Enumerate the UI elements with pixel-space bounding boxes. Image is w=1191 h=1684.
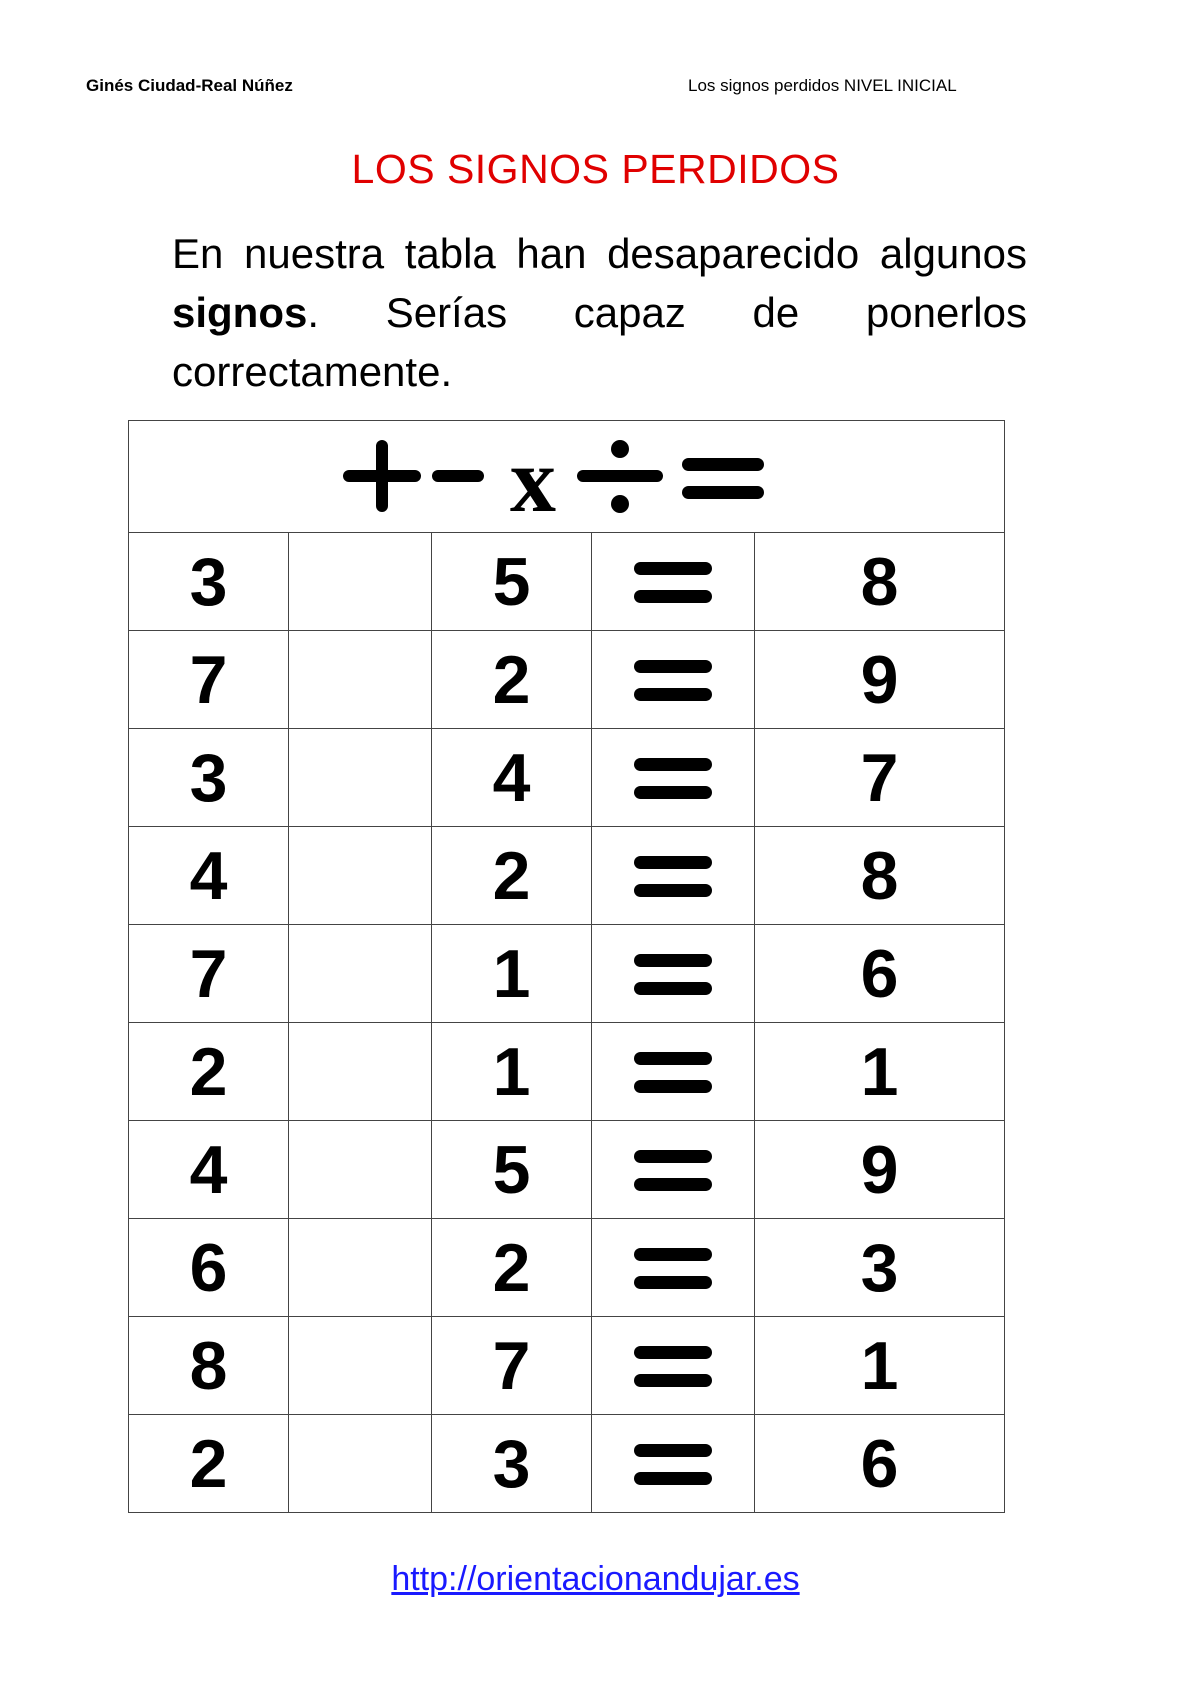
result-number: 1 (755, 1023, 1005, 1121)
plus-icon (343, 440, 421, 512)
first-number: 3 (129, 729, 289, 827)
equals-icon (632, 1140, 714, 1200)
equals-cell (592, 631, 755, 729)
second-number: 5 (432, 1121, 592, 1219)
table-row (129, 925, 1005, 1023)
equals-cell (592, 827, 755, 925)
equals-icon (632, 1336, 714, 1396)
result-number: 1 (755, 1317, 1005, 1415)
instructions-bold-word: signos (172, 289, 308, 336)
signs-table (128, 420, 1005, 1513)
equals-icon (632, 748, 714, 808)
equals-cell (592, 533, 755, 631)
equals-icon (632, 1042, 714, 1102)
missing-sign-cell[interactable] (289, 925, 432, 1023)
equals-cell (592, 1121, 755, 1219)
first-number: 2 (129, 1023, 289, 1121)
missing-sign-cell[interactable] (289, 533, 432, 631)
second-number: 2 (432, 631, 592, 729)
equals-icon (632, 944, 714, 1004)
first-number: 4 (129, 1121, 289, 1219)
equals-icon (632, 1434, 714, 1494)
signs-header-row (129, 421, 1005, 533)
second-number: 1 (432, 1023, 592, 1121)
result-number: 3 (755, 1219, 1005, 1317)
equals-cell (592, 1219, 755, 1317)
equals-cell (592, 1023, 755, 1121)
second-number: 5 (432, 533, 592, 631)
table-row (129, 1023, 1005, 1121)
equals-cell (592, 1317, 755, 1415)
missing-sign-cell[interactable] (289, 631, 432, 729)
second-number: 2 (432, 827, 592, 925)
table-row (129, 533, 1005, 631)
table-row (129, 1219, 1005, 1317)
equals-icon (632, 650, 714, 710)
table-row (129, 1317, 1005, 1415)
table-row (129, 827, 1005, 925)
result-number: 9 (755, 631, 1005, 729)
missing-sign-cell[interactable] (289, 729, 432, 827)
missing-sign-cell[interactable] (289, 1023, 432, 1121)
missing-sign-cell[interactable] (289, 1219, 432, 1317)
website-link[interactable]: http://orientacionandujar.es (391, 1560, 800, 1598)
missing-sign-cell[interactable] (289, 827, 432, 925)
result-number: 7 (755, 729, 1005, 827)
result-number: 6 (755, 1415, 1005, 1513)
second-number: 4 (432, 729, 592, 827)
second-number: 1 (432, 925, 592, 1023)
minus-icon (432, 470, 484, 482)
result-number: 6 (755, 925, 1005, 1023)
instructions-text-1: En nuestra tabla han desaparecido algunos (172, 230, 1027, 277)
divide-icon (577, 440, 663, 513)
author-header: Ginés Ciudad-Real Núñez (86, 76, 293, 95)
instructions-text-2: . Serías capaz de ponerlos correctamente. (172, 289, 1027, 395)
table-body (129, 421, 1005, 1513)
table-row (129, 729, 1005, 827)
missing-sign-cell[interactable] (289, 1415, 432, 1513)
svg-text:x: x (509, 435, 556, 518)
equals-icon (682, 458, 764, 499)
first-number: 6 (129, 1219, 289, 1317)
equals-cell (592, 729, 755, 827)
page-title: LOS SIGNOS PERDIDOS (351, 146, 840, 192)
equals-cell (592, 925, 755, 1023)
equals-icon (632, 846, 714, 906)
first-number: 7 (129, 925, 289, 1023)
equals-icon (632, 1238, 714, 1298)
second-number: 7 (432, 1317, 592, 1415)
table-row (129, 1121, 1005, 1219)
times-icon (510, 436, 556, 518)
first-number: 3 (129, 533, 289, 631)
result-number: 8 (755, 827, 1005, 925)
table-row (129, 1415, 1005, 1513)
first-number: 2 (129, 1415, 289, 1513)
second-number: 2 (432, 1219, 592, 1317)
subject-header: Los signos perdidos NIVEL INICIAL (688, 76, 957, 95)
result-number: 8 (755, 533, 1005, 631)
missing-sign-cell[interactable] (289, 1317, 432, 1415)
first-number: 4 (129, 827, 289, 925)
table-row (129, 631, 1005, 729)
signs-legend (129, 421, 1005, 533)
first-number: 8 (129, 1317, 289, 1415)
result-number: 9 (755, 1121, 1005, 1219)
first-number: 7 (129, 631, 289, 729)
equals-icon (632, 552, 714, 612)
second-number: 3 (432, 1415, 592, 1513)
signs-legend-graphic (337, 436, 797, 518)
missing-sign-cell[interactable] (289, 1121, 432, 1219)
equals-cell (592, 1415, 755, 1513)
instructions (172, 224, 1027, 401)
